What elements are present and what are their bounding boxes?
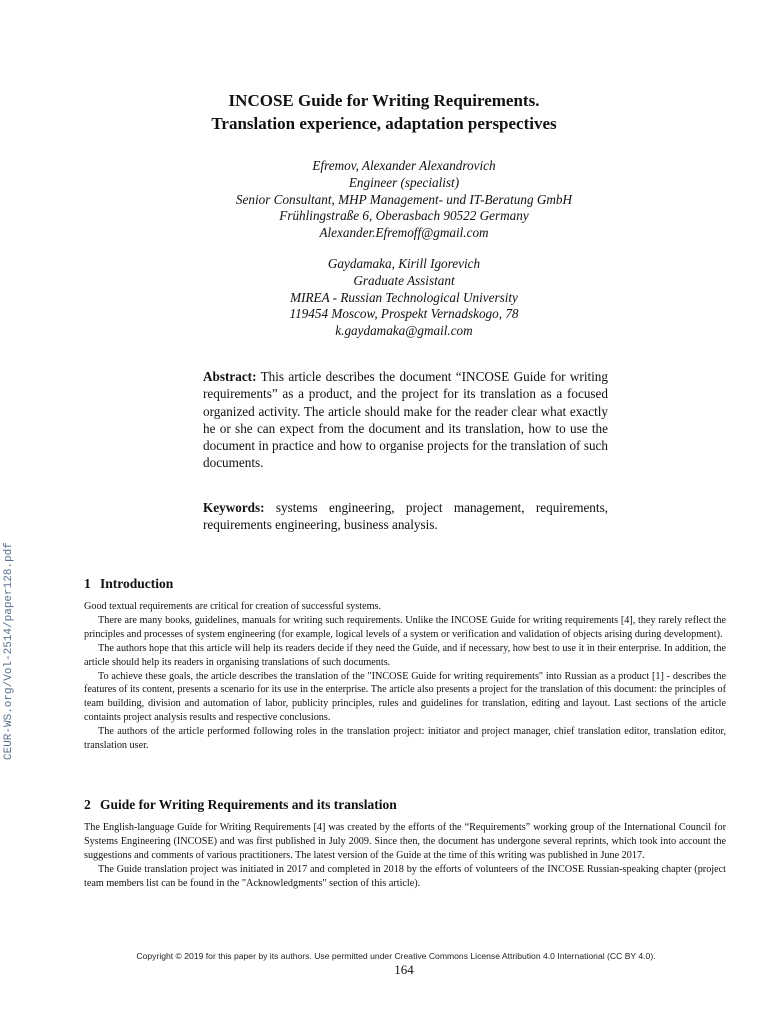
keywords — [203, 499, 608, 534]
author-email: Alexander.Efremoff@gmail.com — [319, 225, 489, 241]
abstract — [203, 368, 608, 472]
author-role: Graduate Assistant — [353, 272, 455, 288]
author-address: 119454 Moscow, Prospekt Vernadskogo, 78 — [289, 306, 519, 322]
author-name: Gaydamaka, Kirill Igorevich — [327, 256, 481, 271]
author-name: Efremov, Alexander Alexandrovich — [312, 158, 496, 173]
page-number: 164 — [394, 962, 414, 977]
title-line-2: Translation experience, adaptation perspectives — [211, 114, 557, 133]
paper-title — [0, 89, 768, 135]
paragraph: The authors hope that this article will help its readers decide if they need the Guide, and if necessary, how best to use it in their enterprise. In addition, the article should help its readers in organising translations of such documents. — [84, 642, 726, 668]
paragraph: There are many books, guidelines, manuals for writing such requirements. Unlike the INCOSE Guide for writing requirements [4], they rarely reflect the principles and processes of system engineering (for example, logical levels of a system or verification and validation of objects arising during development). — [84, 614, 726, 640]
keywords-label: Keywords: — [203, 500, 265, 515]
abstract-text: This article describes the document “INCOSE Guide for writing requirements” as a product, and the project for its translation as a focused organized activity. The article should make for the reader clear what exactly he or she can expect from the document and its translation, how to use the document in practice and how to organise projects for the translation of such documents. — [203, 369, 608, 471]
author-email: k.gaydamaka@gmail.com — [335, 323, 473, 339]
paragraph: The Guide translation project was initiated in 2017 and completed in 2018 by the efforts of volunteers of the INCOSE Russian-speaking chapter (project team members list can be found in the "Acknowledgments" section of this article). — [84, 863, 726, 889]
paragraph: The English-language Guide for Writing Requirements [4] was created by the efforts of the “Requirements” working group of the International Council for Systems Engineering (INCOSE) and was first published in July 2009. Since then, the document has undergone several reprints, which took into account the suggestions and comments of various practitioners. The latest version of the Guide at the time of this writing was published in June 2017. — [84, 822, 726, 861]
copyright-notice: Copyright © 2019 for this paper by its authors. Use permitted under Creative Commons License Attribution 4.0 International (CC BY 4.0). — [136, 951, 656, 961]
section-body-introduction — [84, 600, 726, 753]
repository-side-label: CEUR-WS.org/Vol-2514/paper128.pdf — [3, 542, 15, 760]
section-heading-guide — [84, 797, 397, 813]
author-block-1 — [0, 158, 768, 242]
author-block-2 — [0, 256, 768, 340]
paragraph: Good textual requirements are critical for creation of successful systems. — [84, 601, 382, 612]
keywords-text: systems engineering, project management, requirements, requirements engineering, business analysis. — [203, 500, 608, 533]
author-role: Engineer (specialist) — [348, 174, 460, 190]
paragraph: To achieve these goals, the article describes the translation of the "INCOSE Guide for writing requirements" into Russian as a product [1] - describes the features of its content, presents a scenario for its use in the enterprise. The article also presents a project for the translation of this document: the principles of team building, division and automation of labor, publicity principles, rules and guidelines for translation, editing and layout. Last sections of the article containts project analysis results and respective conclusions. — [84, 670, 726, 724]
section-title: Introduction — [100, 576, 174, 591]
title-line-1: INCOSE Guide for Writing Requirements. — [228, 91, 540, 110]
paragraph: The authors of the article performed following roles in the translation project: initiator and project manager, chief translation editor, translation editor, translation user. — [84, 726, 726, 752]
section-number: 2 — [84, 797, 91, 812]
author-address: Frühlingstraße 6, Oberasbach 90522 Germany — [279, 208, 529, 224]
abstract-label: Abstract: — [203, 369, 257, 384]
section-heading-introduction — [84, 576, 173, 592]
section-title: Guide for Writing Requirements and its translation — [100, 797, 397, 812]
author-organization: Senior Consultant, MHP Management- und IT-Beratung GmbH — [235, 191, 573, 207]
section-body-guide — [84, 821, 726, 891]
author-organization: MIREA - Russian Technological University — [290, 289, 518, 305]
section-number: 1 — [84, 576, 91, 591]
